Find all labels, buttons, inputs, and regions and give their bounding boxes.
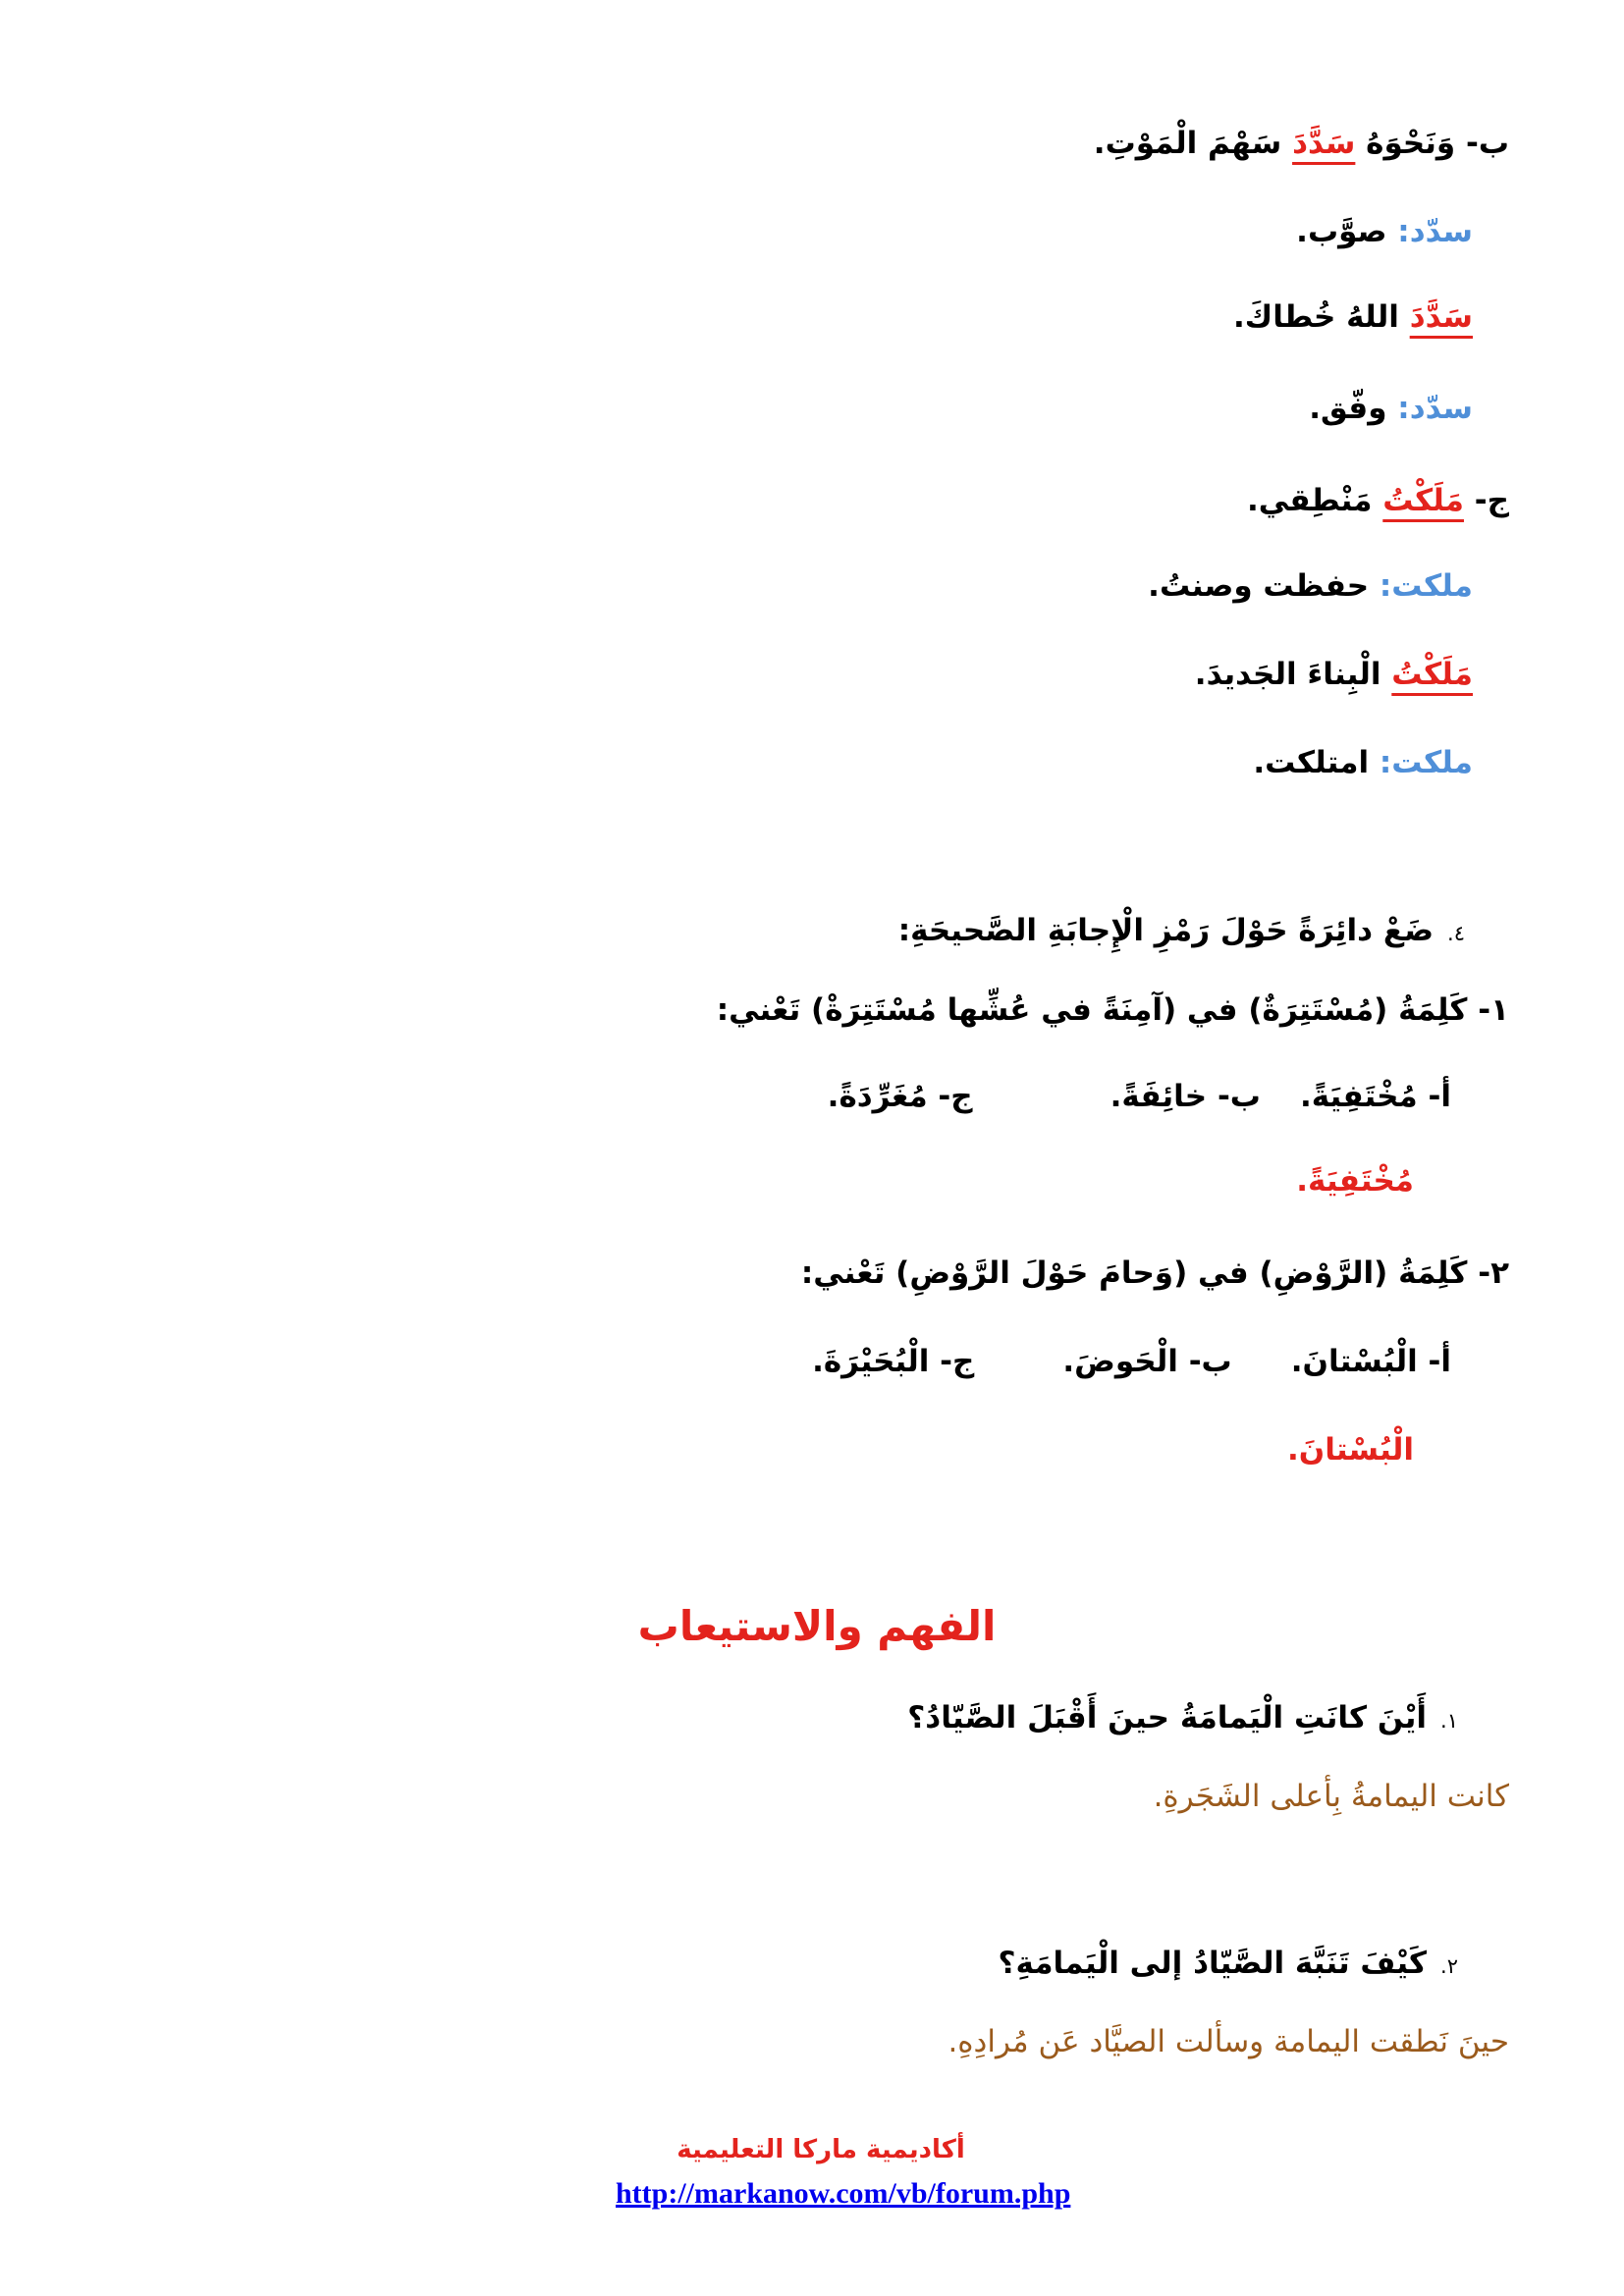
question-1-options bbox=[828, 1075, 1451, 1118]
option-c: ج- الْبُحَيْرَةَ. bbox=[812, 1344, 975, 1379]
meaning-line-4 bbox=[1253, 741, 1473, 784]
question-number: ٢. bbox=[1440, 1954, 1458, 1978]
footer-academy-name: أكاديمية ماركا التعليمية bbox=[677, 2135, 965, 2164]
highlighted-word: سَدَّدَ bbox=[1409, 299, 1473, 335]
meaning-value: وفّق. bbox=[1309, 391, 1387, 426]
question-2-answer: الْبُسْتانَ. bbox=[1287, 1432, 1414, 1468]
example-text: الْبِناءَ الجَديدَ. bbox=[1194, 657, 1381, 692]
comprehension-answer-1: كانت اليمامةُ بِأعلى الشَجَرةِ. bbox=[1153, 1779, 1509, 1814]
meaning-label: ملكت: bbox=[1379, 745, 1473, 780]
comprehension-answer-2: حينَ نَطقت اليمامة وسألت الصيَّاد عَن مُرادِهِ. bbox=[947, 2024, 1509, 2059]
example-line-2 bbox=[1195, 653, 1473, 696]
question-1-answer: مُخْتَفِيَةً. bbox=[1296, 1163, 1414, 1199]
option-b: ب- الْحَوضَ. bbox=[1062, 1344, 1232, 1379]
meaning-line-2 bbox=[1309, 387, 1473, 430]
highlighted-word: مَلَكْتُ bbox=[1391, 657, 1473, 692]
meaning-label: سدّد: bbox=[1397, 214, 1473, 249]
comprehension-question-2 bbox=[999, 1942, 1458, 1988]
option-a: أ- مُخْتَفِيَةً. bbox=[1299, 1079, 1451, 1114]
item-marker: ج- bbox=[1474, 483, 1509, 518]
meaning-label: سدّد: bbox=[1397, 391, 1473, 426]
meaning-value: امتلكت. bbox=[1253, 745, 1370, 780]
instruction-text: ضَعْ دائِرَةً حَوْلَ رَمْزِ الْإِجابَةِ الصَّحيحَةِ: bbox=[897, 913, 1435, 948]
item-text-after: سَهْمَ الْمَوْتِ. bbox=[1093, 126, 1282, 161]
question-number: ١. bbox=[1440, 1709, 1458, 1733]
example-line-1 bbox=[1233, 295, 1473, 339]
section-heading: الفهم والاستيعاب bbox=[637, 1602, 997, 1650]
vocab-item-c bbox=[1247, 479, 1509, 522]
meaning-value: حفظت وصنتُ. bbox=[1148, 568, 1370, 604]
footer-link[interactable]: http://markanow.com/vb/forum.php bbox=[616, 2177, 1071, 2210]
meaning-line-1 bbox=[1296, 210, 1473, 253]
meaning-line-3 bbox=[1148, 564, 1473, 608]
vocab-item-b bbox=[1094, 122, 1509, 165]
question-text: كَيْفَ تَنَبَّهَ الصَّيّادُ إلى الْيَمامَةِ؟ bbox=[998, 1946, 1428, 1981]
option-c: ج- مُغَرِّدَةً. bbox=[827, 1079, 973, 1114]
item-text-after: مَنْطِقي. bbox=[1246, 483, 1373, 518]
question-2-prompt: ٢- كَلِمَةُ (الرَّوْضِ) في (وَحامَ حَوْلَ الرَّوْضِ) تَعْني: bbox=[800, 1255, 1509, 1291]
meaning-value: صوَّب. bbox=[1296, 214, 1387, 249]
option-b: ب- خائِفَةً. bbox=[1110, 1079, 1261, 1114]
example-text: اللهُ خُطاكَ. bbox=[1233, 299, 1399, 335]
item-marker: ب- bbox=[1465, 126, 1509, 161]
question-2-options bbox=[812, 1340, 1451, 1383]
highlighted-word: سَدَّدَ bbox=[1292, 126, 1356, 161]
highlighted-word: مَلَكْتُ bbox=[1382, 483, 1464, 518]
meaning-label: ملكت: bbox=[1379, 568, 1473, 604]
question-1-prompt: ١- كَلِمَةُ (مُسْتَتِرَةٌ) في (آمِنَةً في عُشِّها مُسْتَتِرَةْ) تَعْني: bbox=[716, 992, 1509, 1028]
option-a: أ- الْبُسْتانَ. bbox=[1290, 1344, 1451, 1379]
item-text-before: وَنَحْوَهُ bbox=[1366, 126, 1456, 161]
exercise-4-instruction bbox=[898, 909, 1465, 955]
comprehension-question-1 bbox=[907, 1696, 1458, 1742]
question-text: أَيْنَ كانَتِ الْيَمامَةُ حينَ أَقْبَلَ الصَّيّادُ؟ bbox=[907, 1700, 1428, 1735]
exercise-number: ٤. bbox=[1447, 922, 1465, 945]
